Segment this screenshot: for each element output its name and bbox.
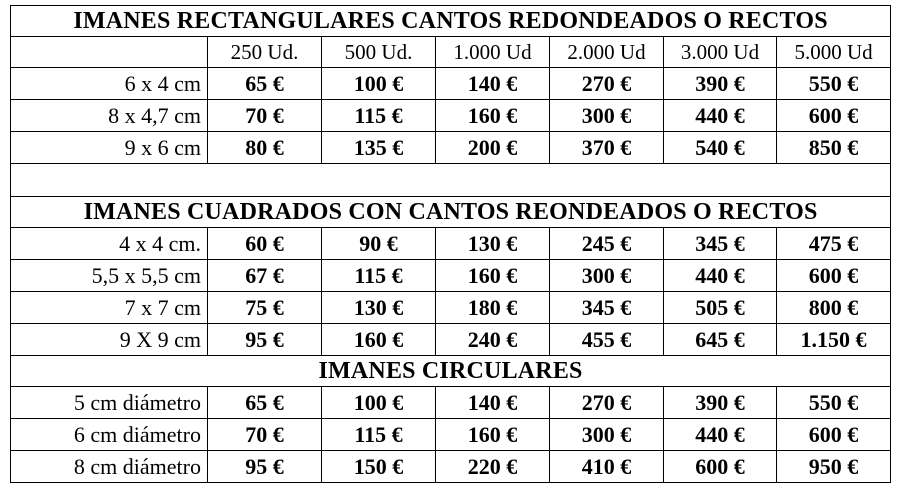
price-cell: 65 € (208, 68, 322, 100)
price-cell: 245 € (550, 228, 664, 260)
section-title-square: IMANES CUADRADOS CON CANTOS REONDEADOS O RECTOS (11, 197, 891, 228)
table-row (11, 324, 891, 356)
table-row (11, 132, 891, 164)
price-cell: 80 € (208, 132, 322, 164)
price-cell: 550 € (777, 387, 891, 419)
price-cell: 440 € (664, 260, 777, 292)
section-title-circular: IMANES CIRCULARES (11, 356, 891, 387)
price-cell: 60 € (208, 228, 322, 260)
price-cell: 220 € (436, 451, 550, 483)
section-title-rectangular: IMANES RECTANGULARES CANTOS REDONDEADOS O RECTOS (11, 6, 891, 37)
price-cell: 67 € (208, 260, 322, 292)
price-cell: 390 € (664, 387, 777, 419)
price-cell: 150 € (322, 451, 436, 483)
price-cell: 505 € (664, 292, 777, 324)
price-cell: 600 € (777, 260, 891, 292)
price-cell: 100 € (322, 387, 436, 419)
price-cell: 240 € (436, 324, 550, 356)
quantity-header: 3.000 Ud (664, 37, 777, 68)
quantity-header: 5.000 Ud (777, 37, 891, 68)
price-cell: 180 € (436, 292, 550, 324)
price-cell: 300 € (550, 100, 664, 132)
price-cell: 345 € (664, 228, 777, 260)
table-row (11, 228, 891, 260)
price-cell: 160 € (436, 419, 550, 451)
price-cell: 540 € (664, 132, 777, 164)
price-cell: 130 € (436, 228, 550, 260)
quantity-header: 1.000 Ud (436, 37, 550, 68)
price-cell: 65 € (208, 387, 322, 419)
price-cell: 130 € (322, 292, 436, 324)
table-row (11, 68, 891, 100)
size-label: 4 x 4 cm. (11, 228, 208, 260)
size-label: 7 x 7 cm (11, 292, 208, 324)
price-cell: 440 € (664, 419, 777, 451)
price-cell: 455 € (550, 324, 664, 356)
price-table-container (10, 5, 890, 483)
spacer-cell (11, 164, 891, 197)
size-label: 9 x 6 cm (11, 132, 208, 164)
price-cell: 600 € (777, 100, 891, 132)
price-cell: 200 € (436, 132, 550, 164)
price-cell: 950 € (777, 451, 891, 483)
price-cell: 95 € (208, 324, 322, 356)
section-header-rectangular (11, 6, 891, 37)
price-cell: 140 € (436, 387, 550, 419)
section-header-circular (11, 356, 891, 387)
price-cell: 645 € (664, 324, 777, 356)
size-label: 5,5 x 5,5 cm (11, 260, 208, 292)
price-cell: 1.150 € (777, 324, 891, 356)
price-cell: 115 € (322, 260, 436, 292)
price-cell: 270 € (550, 68, 664, 100)
price-cell: 75 € (208, 292, 322, 324)
quantity-header-blank (11, 37, 208, 68)
price-cell: 410 € (550, 451, 664, 483)
quantity-header: 250 Ud. (208, 37, 322, 68)
size-label: 8 cm diámetro (11, 451, 208, 483)
price-cell: 600 € (777, 419, 891, 451)
section-header-square (11, 197, 891, 228)
table-row (11, 260, 891, 292)
price-cell: 135 € (322, 132, 436, 164)
price-cell: 160 € (436, 100, 550, 132)
price-cell: 100 € (322, 68, 436, 100)
size-label: 6 x 4 cm (11, 68, 208, 100)
section-spacer (11, 164, 891, 197)
table-row (11, 292, 891, 324)
price-cell: 475 € (777, 228, 891, 260)
table-row (11, 419, 891, 451)
price-table (10, 5, 891, 483)
price-cell: 70 € (208, 419, 322, 451)
price-cell: 550 € (777, 68, 891, 100)
size-label: 5 cm diámetro (11, 387, 208, 419)
price-cell: 70 € (208, 100, 322, 132)
price-cell: 160 € (322, 324, 436, 356)
size-label: 8 x 4,7 cm (11, 100, 208, 132)
table-row (11, 451, 891, 483)
price-cell: 390 € (664, 68, 777, 100)
price-cell: 140 € (436, 68, 550, 100)
quantity-header: 500 Ud. (322, 37, 436, 68)
price-cell: 440 € (664, 100, 777, 132)
quantity-header: 2.000 Ud (550, 37, 664, 68)
price-cell: 850 € (777, 132, 891, 164)
price-cell: 160 € (436, 260, 550, 292)
price-cell: 90 € (322, 228, 436, 260)
price-cell: 115 € (322, 419, 436, 451)
price-cell: 300 € (550, 260, 664, 292)
size-label: 9 X 9 cm (11, 324, 208, 356)
size-label: 6 cm diámetro (11, 419, 208, 451)
quantity-header-row (11, 37, 891, 68)
price-cell: 300 € (550, 419, 664, 451)
price-cell: 270 € (550, 387, 664, 419)
price-cell: 95 € (208, 451, 322, 483)
table-row (11, 387, 891, 419)
price-cell: 345 € (550, 292, 664, 324)
price-cell: 115 € (322, 100, 436, 132)
price-cell: 370 € (550, 132, 664, 164)
table-row (11, 100, 891, 132)
price-cell: 600 € (664, 451, 777, 483)
price-cell: 800 € (777, 292, 891, 324)
